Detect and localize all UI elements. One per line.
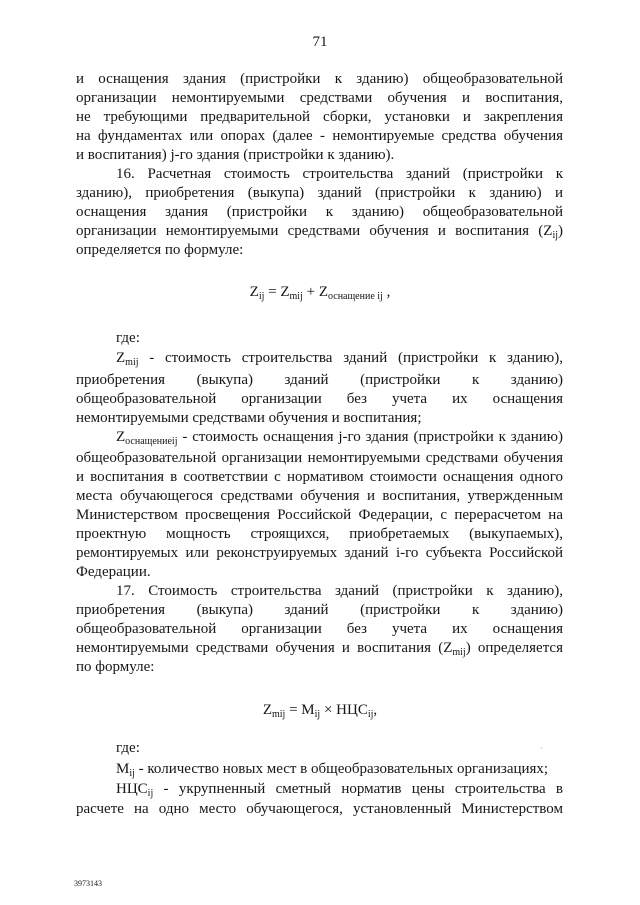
text-line: приобретения (выкупа) зданий (пристройки к зданию) <box>76 602 563 618</box>
definition-zosn: $Z_{оснащениеij}$ - стоимость оснащения j-го здания (пристройки к зданию) <box>116 429 563 447</box>
document-id: 3973143 <box>74 879 102 888</box>
page-number: 71 <box>312 34 328 50</box>
text-line: немонтируемыми средствами обучения и воспитания $(Z_{mij})$ определяется <box>76 640 563 658</box>
where-label: где: <box>116 740 140 756</box>
definition-zmij: $Z_{mij}$ - стоимость строительства зданий (пристройки к зданию), <box>116 350 563 368</box>
definition-m: $M_{ij}$ - количество новых мест в общеобразовательных организациях; <box>116 761 549 779</box>
definition-ncs: $НЦС_{ij}$ - укрупненный сметный норматив цены строительства в <box>116 781 563 799</box>
text-line: места обучающегося средствами обучения и воспитания, утвержденным <box>76 488 563 504</box>
formula-zmij: $Z_{mij} = M_{ij} \times НЦС_{ij}$, <box>262 702 378 720</box>
text-line: Федерации. <box>76 564 151 580</box>
text-line: Министерством просвещения Российской Федерации, с перерасчетом на <box>76 507 563 523</box>
text-line: и оснащения здания (пристройки к зданию) общеобразовательной <box>76 71 563 87</box>
text-line: и воспитания) j-го здания (пристройки к зданию). <box>76 147 395 163</box>
text-line: на фундаментах или опорах (далее - немонтируемые средства обучения <box>76 128 563 144</box>
text-line: по формуле: <box>76 659 155 675</box>
text-line: 17. Стоимость строительства зданий (пристройки к зданию), <box>116 583 563 599</box>
formula-zij: $Z_{ij} = Z_{mij} + Z_{оснащение ij}$ , <box>249 284 391 302</box>
where-label: где: <box>116 330 140 346</box>
text-line: определяется по формуле: <box>76 242 244 258</box>
text-line: общеобразовательной организации без учета их оснащения <box>76 391 563 407</box>
text-line: общеобразовательной организации немонтируемыми средствами обучения <box>76 450 563 466</box>
text-line: ремонтируемых или реконструируемых зданий i-го субъекта Российской <box>76 545 563 561</box>
text-line: организации немонтируемыми средствами обучения и воспитания $(Z_{ij})$ <box>76 223 563 241</box>
text-line: немонтируемыми средствами обучения и воспитания; <box>76 410 422 426</box>
text-line: расчете на одно место обучающегося, установленный Министерством <box>76 801 563 817</box>
text-line: 16. Расчетная стоимость строительства зданий (пристройки к <box>116 166 563 182</box>
text-line: и воспитания в соответствии с нормативом стоимости оснащения одного <box>76 469 563 485</box>
scan-mark: · <box>540 744 543 753</box>
text-line: проектную мощность строящихся, приобретаемых (выкупаемых), <box>76 526 563 542</box>
text-line: приобретения (выкупа) зданий (пристройки к зданию) <box>76 372 563 388</box>
text-line: оснащения здания (пристройки к зданию) общеобразовательной <box>76 204 563 220</box>
text-line: организации немонтируемыми средствами обучения и воспитания, <box>76 90 563 106</box>
text-line: зданию), приобретения (выкупа) зданий (пристройки к зданию) и <box>76 185 563 201</box>
text-line: не требующими предварительной сборки, установки и закрепления <box>76 109 563 125</box>
text-line: общеобразовательной организации без учета их оснащения <box>76 621 563 637</box>
